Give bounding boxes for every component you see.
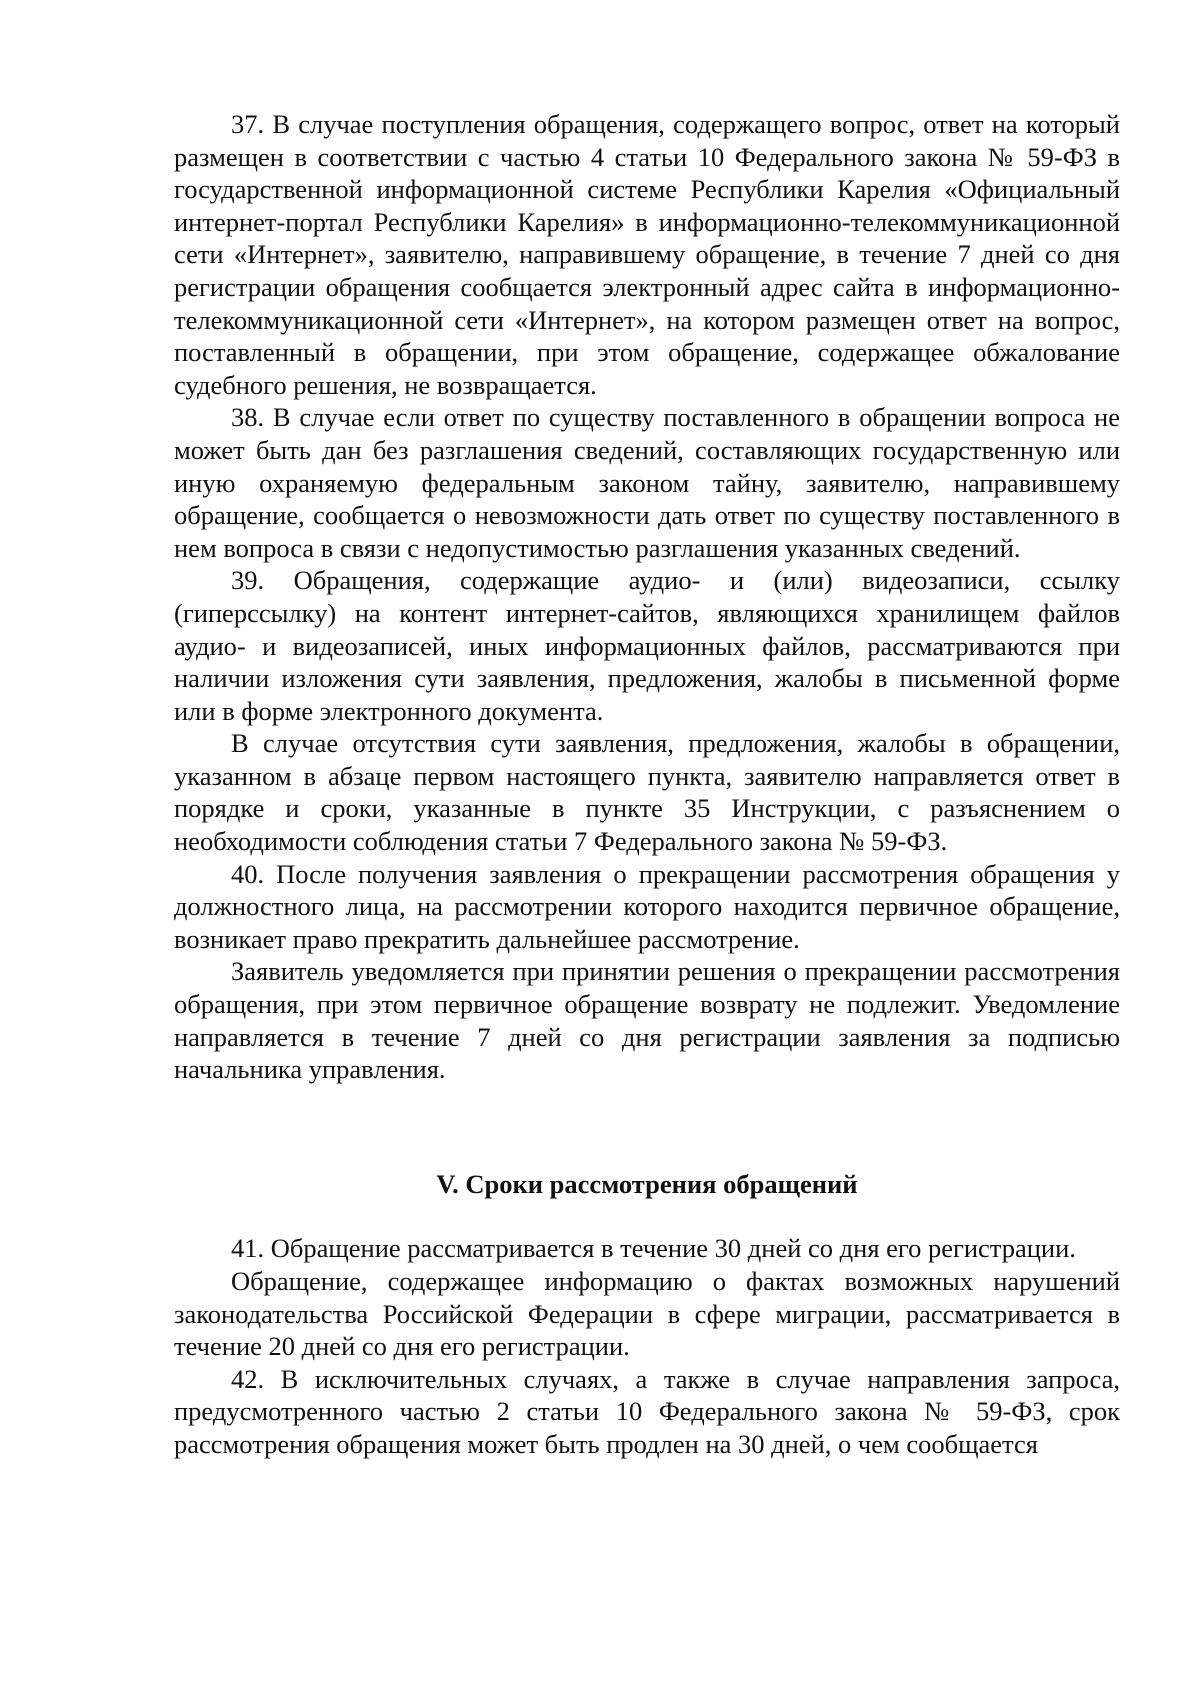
paragraph-39: 39. Обращения, содержащие аудио- и (или) видеозаписи, ссылку (гиперссылку) на контент интернет-сайтов, являющихся хранилищем файлов аудио- и видеозаписей, иных информационных файлов, рассматриваются при наличии изложения сути заявления, предложения, жалобы в письменной форме или в форме электронного документа. — [174, 565, 1120, 726]
section-heading: V. Сроки рассмотрения обращений — [436, 1168, 858, 1199]
paragraph-38: 38. В случае если ответ по существу поставленного в обращении вопроса не может быть дан без разглашения сведений, составляющих государственную или иную охраняемую федеральным законом тайну, заявителю, направившему обращение, сообщается о невозможности дать ответ по существу поставленного в нем вопроса в связи с недопустимостью разглашения указанных сведений. — [174, 402, 1120, 563]
document-page — [174, 108, 1120, 1461]
paragraph-37: 37. В случае поступления обращения, содержащего вопрос, ответ на который размещен в соответствии с частью 4 статьи 10 Федерального закона № 59-ФЗ в государственной информационной системе Республики Карелия «Официальный интернет-портал Республики Карелия» в информационно-телекоммуникационной сети «Интернет», заявителю, направившему обращение, в течение 7 дней со дня регистрации обращения сообщается электронный адрес сайта в информационно-телекоммуникационной сети «Интернет», на котором размещен ответ на вопрос, поставленный в обращении, при этом обращение, содержащее обжалование судебного решения, не возвращается. — [174, 109, 1120, 400]
paragraph-41: 41. Обращение рассматривается в течение 30 дней со дня его регистрации. — [231, 1233, 1076, 1264]
paragraph-40-continued: Заявитель уведомляется при принятии решения о прекращении рассмотрения обращения, при этом первичное обращение возврату не подлежит. Уведомление направляется в течение 7 дней со дня регистрации заявления за подписью начальника управления. — [174, 956, 1120, 1085]
paragraph-42: 42. В исключительных случаях, а также в случае направления запроса, предусмотренного частью 2 статьи 10 Федерального закона № 59-ФЗ, срок рассмотрения обращения может быть продлен на 30 дней, о чем сообщается — [174, 1363, 1120, 1459]
paragraph-39-continued: В случае отсутствия сути заявления, предложения, жалобы в обращении, указанном в абзаце первом настоящего пункта, заявителю направляется ответ в порядке и сроки, указанные в пункте 35 Инструкции, с разъяснением о необходимости соблюдения статьи 7 Федерального закона № 59-ФЗ. — [174, 728, 1120, 857]
paragraph-40: 40. После получения заявления о прекращении рассмотрения обращения у должностного лица, на рассмотрении которого находится первичное обращение, возникает право прекратить дальнейшее рассмотрение. — [174, 858, 1120, 954]
paragraph-41-continued: Обращение, содержащее информацию о фактах возможных нарушений законодательства Российской Федерации в сфере миграции, рассматривается в течение 20 дней со дня его регистрации. — [174, 1266, 1120, 1362]
